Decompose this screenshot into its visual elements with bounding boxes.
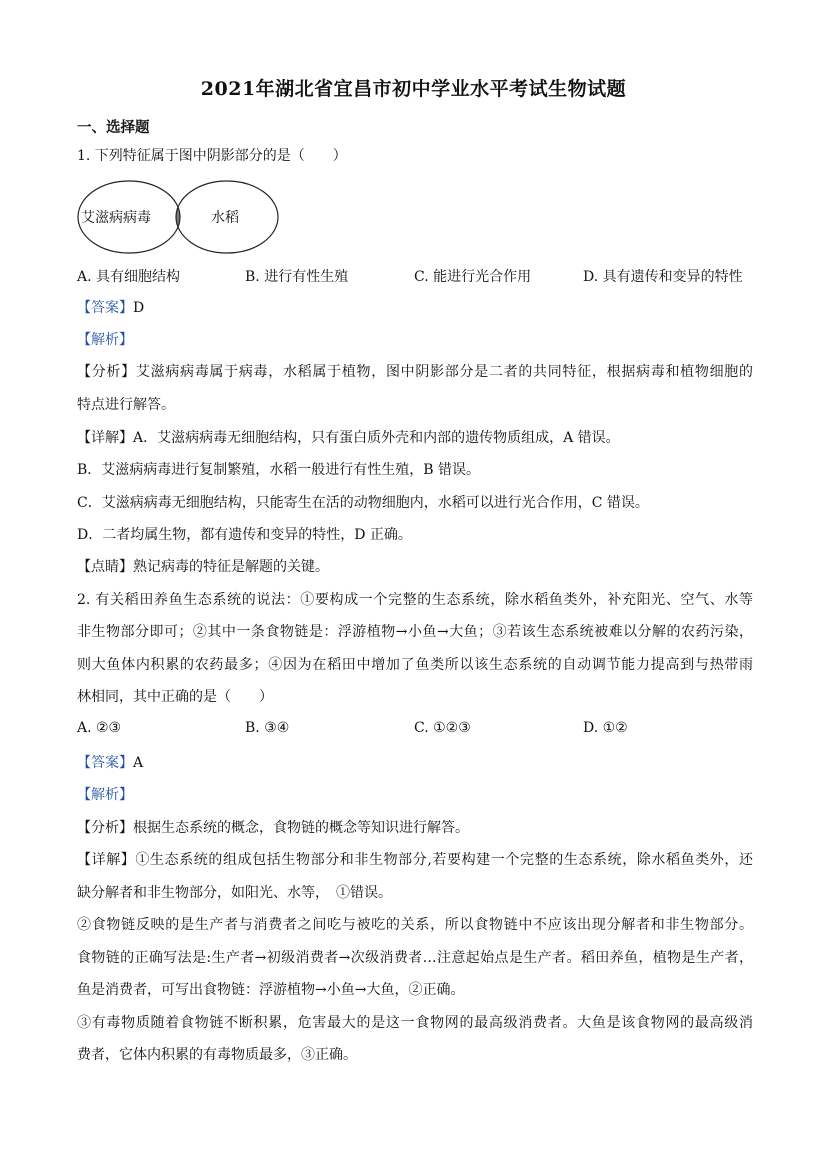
dianjing-tag: 【点睛】 xyxy=(77,559,133,575)
venn-right-label: 水稻 xyxy=(211,210,239,226)
q2-detail-line-7: 费者，它体内积累的有毒物质最多，③正确。 xyxy=(77,1047,357,1063)
q2-stem-line-1: 2. 有关稻田养鱼生态系统的说法：①要构成一个完整的生态系统，除水稻鱼类外，补充阳光、空气、水等 xyxy=(77,592,753,608)
q1-stem: 1. 下列特征属于图中阴影部分的是（ ） xyxy=(77,148,347,164)
q2-stem-line-3: 则大鱼体内积累的农药最多；④因为在稻田中增加了鱼类所以该生态系统的自动调节能力提高到与热带雨 xyxy=(77,657,753,673)
answer-value: D xyxy=(133,300,145,316)
q2-stem-line-4: 林相同，其中正确的是（ ） xyxy=(77,689,273,705)
answer-value: A xyxy=(133,755,144,771)
q1-detail-a xyxy=(77,428,753,448)
q1-fenxi-line-1 xyxy=(77,362,753,382)
q2-fenxi xyxy=(77,818,753,838)
xiangjie-tag: 【详解】 xyxy=(77,430,133,446)
q2-detail-line-4: 食物链的正确写法是:生产者→初级消费者→次级消费者…注意起始点是生产者。稻田养鱼，植物是生产者， xyxy=(77,950,753,966)
fenxi-text: 艾滋病病毒属于病毒，水稻属于植物，图中阴影部分是二者的共同特征，根据病毒和植物细胞的 xyxy=(135,364,754,380)
q2-option-b: B. ③④ xyxy=(245,720,290,736)
q2-option-a: A. ②③ xyxy=(77,720,122,736)
q1-detail-d: D．二者均属生物，都有遗传和变异的特性，D 正确。 xyxy=(77,527,412,543)
q2-option-c: C. ①②③ xyxy=(414,720,471,736)
q1-analysis-heading xyxy=(77,330,753,350)
section-heading: 一、选择题 xyxy=(77,119,150,136)
q1-detail-c: C．艾滋病病毒无细胞结构，只能寄生在活的动物细胞内，水稻可以进行光合作用，C 错误。 xyxy=(77,495,649,511)
analysis-tag: 【解析】 xyxy=(77,332,133,348)
q1-dianjing xyxy=(77,557,753,577)
q2-option-d: D. ①② xyxy=(583,720,628,736)
dianjing-text: 熟记病毒的特征是解题的关键。 xyxy=(133,559,329,575)
analysis-tag: 【解析】 xyxy=(77,787,133,803)
q1-option-a: A. 具有细胞结构 xyxy=(77,269,181,285)
q2-stem-line-2: 非生物部分即可；②其中一条食物链是：浮游植物→小鱼→大鱼；③若该生态系统被难以分解的农药污染， xyxy=(77,624,753,640)
q1-fenxi-line-2: 特点进行解答。 xyxy=(77,397,175,413)
q1-option-c: C. 能进行光合作用 xyxy=(414,269,532,285)
fenxi-text: 根据生态系统的概念，食物链的概念等知识进行解答。 xyxy=(133,820,469,836)
venn-diagram xyxy=(77,179,279,255)
answer-tag: 【答案】 xyxy=(77,755,133,771)
q1-detail-b: B．艾滋病病毒进行复制繁殖，水稻一般进行有性生殖，B 错误。 xyxy=(77,462,481,478)
q2-detail-line-1 xyxy=(77,850,753,870)
answer-tag: 【答案】 xyxy=(77,300,133,316)
fenxi-tag: 【分析】 xyxy=(77,364,136,380)
q2-detail-line-5: 鱼是消费者，可写出食物链：浮游植物→小鱼→大鱼，②正确。 xyxy=(77,982,465,998)
q1-option-d: D. 具有遗传和变异的特性 xyxy=(583,269,743,285)
q1-answer xyxy=(77,298,753,318)
q2-detail-line-3: ②食物链反映的是生产者与消费者之间吃与被吃的关系，所以食物链中不应该出现分解者和非生物部分。 xyxy=(77,917,753,933)
detail-a-text: A．艾滋病病毒无细胞结构，只有蛋白质外壳和内部的遗传物质组成，A 错误。 xyxy=(133,430,620,446)
xiangjie-tag: 【详解】 xyxy=(77,852,136,868)
q2-detail-line-2: 缺分解者和非生物部分，如阳光、水等， ①错误。 xyxy=(77,885,392,901)
page-title: 2021年湖北省宜昌市初中学业水平考试生物试题 xyxy=(200,78,627,100)
q2-answer xyxy=(77,753,753,773)
fenxi-tag: 【分析】 xyxy=(77,820,133,836)
q1-option-b: B. 进行有性生殖 xyxy=(245,269,349,285)
detail-text: ①生态系统的组成包括生物部分和非生物部分,若要构建一个完整的生态系统，除水稻鱼类外，还 xyxy=(135,852,754,868)
q2-detail-line-6: ③有毒物质随着食物链不断积累，危害最大的是这一食物网的最高级消费者。大鱼是该食物网的最高级消 xyxy=(77,1015,753,1031)
q2-analysis-heading xyxy=(77,785,753,805)
venn-left-label: 艾滋病病毒 xyxy=(81,210,151,226)
